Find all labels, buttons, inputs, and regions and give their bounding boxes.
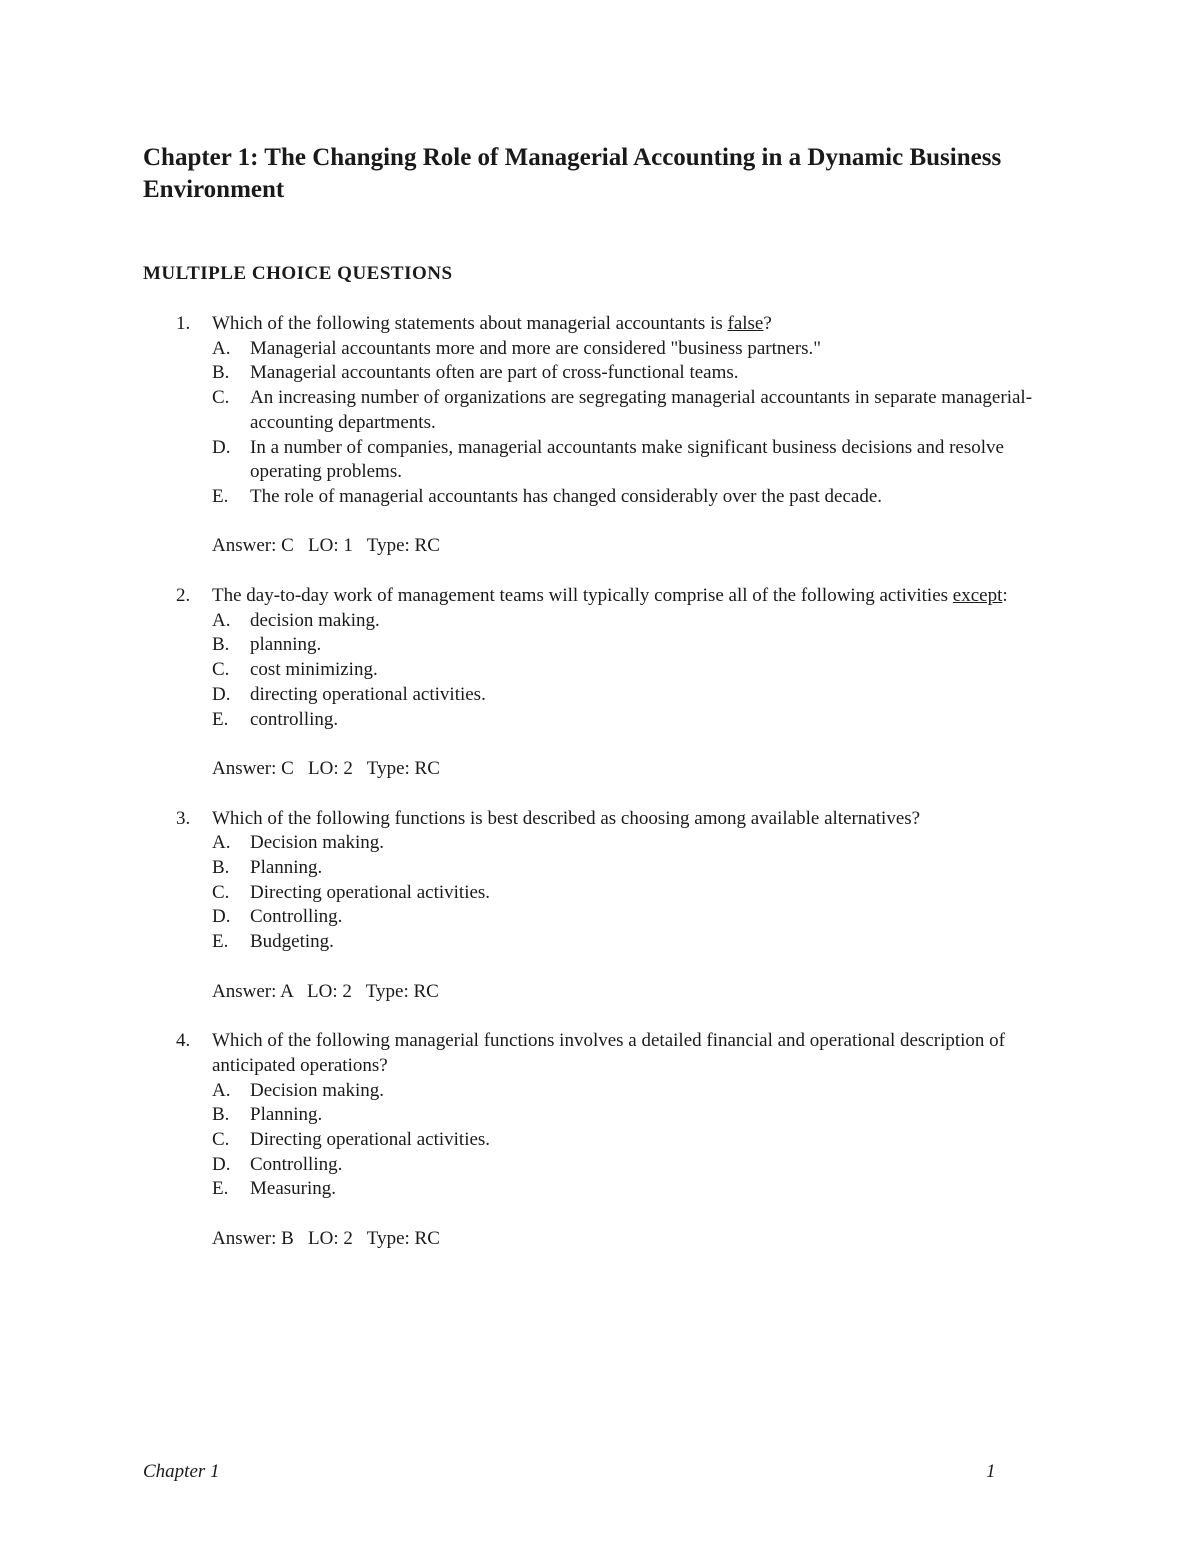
option-text: decision making. <box>250 609 380 631</box>
question-3 <box>143 807 1063 1005</box>
option-letter: A. <box>212 1079 231 1101</box>
option-letter: A. <box>212 337 231 359</box>
option-list <box>212 609 1063 733</box>
question-number: 3. <box>176 807 191 829</box>
option-a <box>212 337 1063 362</box>
option-letter: E. <box>212 931 229 953</box>
option-letter: D. <box>212 906 231 928</box>
question-4 <box>143 1029 1063 1251</box>
option-b <box>212 361 1063 386</box>
question-text: Which of the following managerial functions involves a detailed financial and operational description of anticipated operations? <box>212 1030 1005 1076</box>
option-d <box>212 683 1063 708</box>
question-list <box>143 312 1063 1277</box>
option-letter: C. <box>212 387 230 409</box>
option-c <box>212 386 1063 435</box>
footer-page-number: 1 <box>986 1461 996 1482</box>
question-text: Which of the following statements about managerial accountants is false? <box>212 313 772 334</box>
option-letter: C. <box>212 659 230 681</box>
option-b <box>212 1103 1063 1128</box>
chapter-title: Chapter 1: The Changing Role of Managerial Accounting in a Dynamic Business Environment <box>143 144 1002 203</box>
option-a <box>212 609 1063 634</box>
option-text: Planning. <box>250 1104 323 1126</box>
option-text: controlling. <box>250 708 339 730</box>
option-list <box>212 831 1063 955</box>
question-number: 4. <box>176 1030 191 1052</box>
option-letter: A. <box>212 832 231 854</box>
option-text: cost minimizing. <box>250 659 378 681</box>
option-letter: E. <box>212 1178 229 1200</box>
option-a <box>212 1079 1063 1104</box>
option-letter: D. <box>212 436 231 458</box>
option-text: Directing operational activities. <box>250 1129 491 1151</box>
option-text: planning. <box>250 634 322 656</box>
option-e <box>212 485 1063 510</box>
question-number: 1. <box>176 313 191 334</box>
option-text: The role of managerial accountants has changed considerably over the past decade. <box>250 485 883 507</box>
option-letter: B. <box>212 634 230 656</box>
option-c <box>212 658 1063 683</box>
option-text: Planning. <box>250 857 323 879</box>
option-text: directing operational activities. <box>250 683 486 705</box>
option-letter: C. <box>212 1129 230 1151</box>
option-b <box>212 856 1063 881</box>
option-letter: A. <box>212 609 231 631</box>
option-d <box>212 1153 1063 1178</box>
option-letter: E. <box>212 708 229 730</box>
option-e <box>212 708 1063 733</box>
question-text: Which of the following functions is best described as choosing among available alternatives? <box>212 807 921 829</box>
option-letter: E. <box>212 485 229 507</box>
option-text: Directing operational activities. <box>250 881 491 903</box>
option-c <box>212 1128 1063 1153</box>
question-emphasis: except <box>952 585 1003 607</box>
option-c <box>212 881 1063 906</box>
option-d <box>212 905 1063 930</box>
option-a <box>212 831 1063 856</box>
option-letter: B. <box>212 857 230 879</box>
option-b <box>212 633 1063 658</box>
answer-line: Answer: A LO: 2 Type: RC <box>212 980 439 1002</box>
option-text: Controlling. <box>250 906 343 928</box>
question-emphasis: false <box>727 313 764 334</box>
answer-line: Answer: C LO: 1 Type: RC <box>212 535 440 557</box>
option-e <box>212 1177 1063 1202</box>
answer-line: Answer: B LO: 2 Type: RC <box>212 1227 440 1249</box>
question-2 <box>143 584 1063 782</box>
option-d <box>212 436 1063 485</box>
option-text: Decision making. <box>250 832 385 854</box>
option-list <box>212 1079 1063 1203</box>
option-text: In a number of companies, managerial accountants make significant business decisions and resolve operating problems. <box>250 436 1004 483</box>
option-text: Controlling. <box>250 1153 343 1175</box>
option-list <box>212 337 1063 510</box>
question-text: The day-to-day work of management teams will typically comprise all of the following activities except: <box>212 585 1008 607</box>
option-letter: D. <box>212 1153 231 1175</box>
option-e <box>212 930 1063 955</box>
option-letter: B. <box>212 362 230 384</box>
question-1 <box>143 312 1063 559</box>
footer-chapter-label: Chapter 1 <box>143 1461 220 1482</box>
option-text: Managerial accountants often are part of cross-functional teams. <box>250 362 739 384</box>
question-number: 2. <box>176 585 191 607</box>
option-letter: C. <box>212 881 230 903</box>
option-text: Managerial accountants more and more are considered "business partners." <box>250 337 822 359</box>
option-letter: D. <box>212 683 231 705</box>
section-heading: MULTIPLE CHOICE QUESTIONS <box>143 263 453 284</box>
option-letter: B. <box>212 1104 230 1126</box>
option-text: Decision making. <box>250 1079 385 1101</box>
option-text: Measuring. <box>250 1178 337 1200</box>
answer-line: Answer: C LO: 2 Type: RC <box>212 757 440 779</box>
option-text: An increasing number of organizations are segregating managerial accountants in separate managerial-accounting departments. <box>250 387 1033 433</box>
option-text: Budgeting. <box>250 931 334 953</box>
